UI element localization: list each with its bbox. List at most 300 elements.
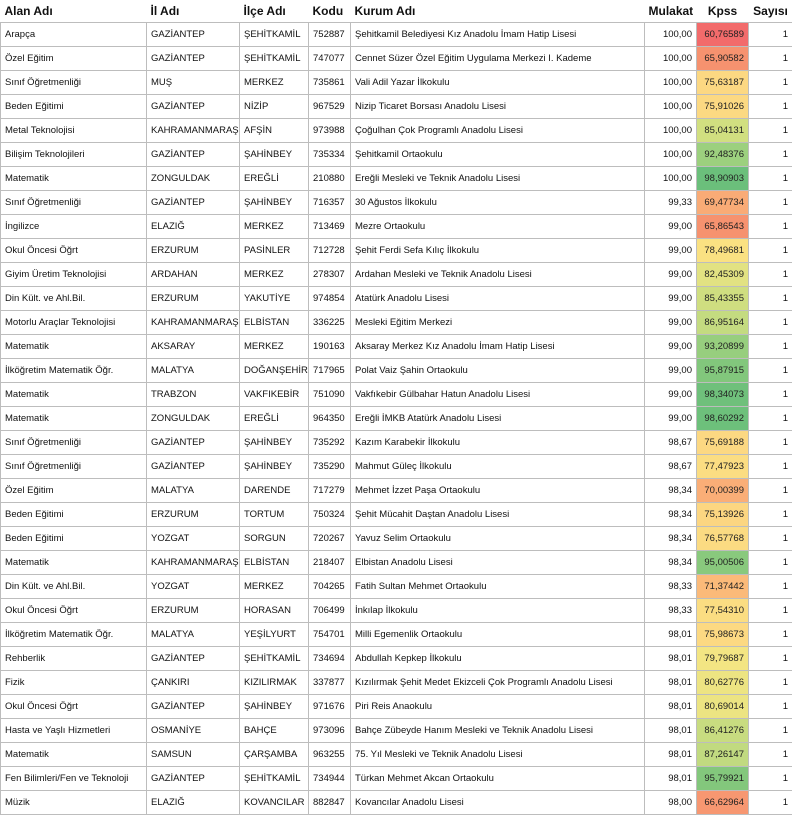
cell-kodu[interactable]: 716357 [309,191,351,215]
cell-sayisi[interactable]: 1 [749,767,792,791]
cell-kpss[interactable]: 70,00399 [697,479,749,503]
cell-sayisi[interactable]: 1 [749,359,792,383]
table-row [1,599,792,623]
cell-alan-adi[interactable]: Motorlu Araçlar Teknolojisi [1,311,147,335]
cell-kodu[interactable]: 752887 [309,23,351,47]
header-kodu[interactable]: Kodu [309,0,351,23]
cell-ilce-adi[interactable]: DOĞANŞEHİR [240,359,309,383]
cell-il-adi[interactable]: KAHRAMANMARAŞ [147,311,240,335]
cell-sayisi[interactable]: 1 [749,143,792,167]
header-kurum-adi[interactable]: Kurum Adı [351,0,645,23]
cell-mulakat[interactable]: 99,00 [645,407,697,431]
cell-kurum-adi[interactable]: Mezre Ortaokulu [351,215,645,239]
cell-ilce-adi[interactable]: ŞAHİNBEY [240,695,309,719]
cell-mulakat[interactable]: 99,33 [645,191,697,215]
cell-kpss[interactable]: 75,98673 [697,623,749,647]
cell-kodu[interactable]: 712728 [309,239,351,263]
cell-kurum-adi[interactable]: Vakfıkebir Gülbahar Hatun Anadolu Lisesi [351,383,645,407]
table-row [1,407,792,431]
cell-mulakat[interactable]: 98,01 [645,623,697,647]
cell-il-adi[interactable]: ERZURUM [147,287,240,311]
cell-sayisi[interactable]: 1 [749,479,792,503]
cell-sayisi[interactable]: 1 [749,599,792,623]
cell-kurum-adi[interactable]: Bahçe Zübeyde Hanım Mesleki ve Teknik Anadolu Lisesi [351,719,645,743]
cell-kpss[interactable]: 95,79921 [697,767,749,791]
cell-ilce-adi[interactable]: KIZILIRMAK [240,671,309,695]
cell-il-adi[interactable]: ÇANKIRI [147,671,240,695]
cell-kpss[interactable]: 95,87915 [697,359,749,383]
cell-alan-adi[interactable]: Metal Teknolojisi [1,119,147,143]
cell-il-adi[interactable]: MUŞ [147,71,240,95]
cell-kpss[interactable]: 98,34073 [697,383,749,407]
cell-kodu[interactable]: 973096 [309,719,351,743]
cell-kurum-adi[interactable]: Ardahan Mesleki ve Teknik Anadolu Lisesi [351,263,645,287]
cell-alan-adi[interactable]: Okul Öncesi Öğrt [1,599,147,623]
table-row [1,647,792,671]
cell-kodu[interactable]: 734694 [309,647,351,671]
cell-kodu[interactable]: 974854 [309,287,351,311]
cell-kodu[interactable]: 735292 [309,431,351,455]
cell-ilce-adi[interactable]: HORASAN [240,599,309,623]
cell-alan-adi[interactable]: İngilizce [1,215,147,239]
cell-ilce-adi[interactable]: ŞAHİNBEY [240,455,309,479]
cell-ilce-adi[interactable]: MERKEZ [240,263,309,287]
cell-kodu[interactable]: 337877 [309,671,351,695]
cell-kurum-adi[interactable]: Polat Vaiz Şahin Ortaokulu [351,359,645,383]
cell-alan-adi[interactable]: Bilişim Teknolojileri [1,143,147,167]
cell-ilce-adi[interactable]: NİZİP [240,95,309,119]
cell-kpss[interactable]: 86,41276 [697,719,749,743]
cell-il-adi[interactable]: ELAZIĞ [147,215,240,239]
cell-kurum-adi[interactable]: Şehitkamil Ortaokulu [351,143,645,167]
cell-ilce-adi[interactable]: YEŞİLYURT [240,623,309,647]
cell-mulakat[interactable]: 99,00 [645,311,697,335]
cell-sayisi[interactable]: 1 [749,671,792,695]
cell-sayisi[interactable]: 1 [749,23,792,47]
cell-mulakat[interactable]: 98,01 [645,695,697,719]
cell-kodu[interactable]: 963255 [309,743,351,767]
cell-alan-adi[interactable]: Fen Bilimleri/Fen ve Teknoloji [1,767,147,791]
header-row [1,0,792,23]
cell-il-adi[interactable]: GAZİANTEP [147,95,240,119]
cell-il-adi[interactable]: ARDAHAN [147,263,240,287]
table-row [1,527,792,551]
cell-ilce-adi[interactable]: ŞEHİTKAMİL [240,647,309,671]
cell-sayisi[interactable]: 1 [749,431,792,455]
cell-kurum-adi[interactable]: Şehit Mücahit Daştan Anadolu Lisesi [351,503,645,527]
cell-sayisi[interactable]: 1 [749,167,792,191]
cell-mulakat[interactable]: 98,67 [645,431,697,455]
cell-kurum-adi[interactable]: Milli Egemenlik Ortaokulu [351,623,645,647]
cell-mulakat[interactable]: 100,00 [645,119,697,143]
table-row [1,23,792,47]
cell-kodu[interactable]: 735290 [309,455,351,479]
cell-alan-adi[interactable]: Rehberlik [1,647,147,671]
cell-kodu[interactable]: 278307 [309,263,351,287]
cell-alan-adi[interactable]: İlköğretim Matematik Öğr. [1,623,147,647]
cell-ilce-adi[interactable]: PASİNLER [240,239,309,263]
cell-sayisi[interactable]: 1 [749,239,792,263]
cell-kodu[interactable]: 882847 [309,791,351,815]
cell-mulakat[interactable]: 98,01 [645,743,697,767]
table-row [1,167,792,191]
cell-kurum-adi[interactable]: Nizip Ticaret Borsası Anadolu Lisesi [351,95,645,119]
cell-il-adi[interactable]: ELAZIĞ [147,791,240,815]
cell-alan-adi[interactable]: Beden Eğitimi [1,95,147,119]
cell-alan-adi[interactable]: Matematik [1,551,147,575]
cell-mulakat[interactable]: 100,00 [645,143,697,167]
cell-kpss[interactable]: 93,20899 [697,335,749,359]
cell-alan-adi[interactable]: Müzik [1,791,147,815]
cell-mulakat[interactable]: 98,01 [645,767,697,791]
cell-kodu[interactable]: 704265 [309,575,351,599]
cell-sayisi[interactable]: 1 [749,71,792,95]
cell-kurum-adi[interactable]: Kazım Karabekir İlkokulu [351,431,645,455]
cell-mulakat[interactable]: 98,34 [645,503,697,527]
cell-mulakat[interactable]: 99,00 [645,359,697,383]
cell-ilce-adi[interactable]: BAHÇE [240,719,309,743]
cell-kpss[interactable]: 98,90903 [697,167,749,191]
cell-ilce-adi[interactable]: MERKEZ [240,215,309,239]
cell-kpss[interactable]: 71,37442 [697,575,749,599]
cell-kpss[interactable]: 75,13926 [697,503,749,527]
cell-ilce-adi[interactable]: AFŞİN [240,119,309,143]
table-row [1,719,792,743]
cell-kurum-adi[interactable]: Ereğli İMKB Atatürk Anadolu Lisesi [351,407,645,431]
header-il-adi[interactable]: İl Adı [147,0,240,23]
cell-ilce-adi[interactable]: ŞAHİNBEY [240,191,309,215]
cell-il-adi[interactable]: GAZİANTEP [147,695,240,719]
cell-alan-adi[interactable]: Sınıf Öğretmenliği [1,455,147,479]
table-row [1,71,792,95]
cell-sayisi[interactable]: 1 [749,95,792,119]
cell-sayisi[interactable]: 1 [749,719,792,743]
table-row [1,143,792,167]
cell-mulakat[interactable]: 98,33 [645,575,697,599]
cell-kpss[interactable]: 80,69014 [697,695,749,719]
cell-kpss[interactable]: 95,00506 [697,551,749,575]
cell-mulakat[interactable]: 100,00 [645,23,697,47]
cell-sayisi[interactable]: 1 [749,623,792,647]
cell-kurum-adi[interactable]: Kovancılar Anadolu Lisesi [351,791,645,815]
cell-mulakat[interactable]: 100,00 [645,47,697,71]
table-row [1,287,792,311]
cell-mulakat[interactable]: 98,01 [645,647,697,671]
cell-kodu[interactable]: 218407 [309,551,351,575]
cell-alan-adi[interactable]: Beden Eğitimi [1,503,147,527]
cell-sayisi[interactable]: 1 [749,503,792,527]
cell-il-adi[interactable]: GAZİANTEP [147,455,240,479]
cell-kpss[interactable]: 75,91026 [697,95,749,119]
table-row [1,383,792,407]
table-row [1,791,792,815]
cell-sayisi[interactable]: 1 [749,551,792,575]
cell-kpss[interactable]: 65,90582 [697,47,749,71]
cell-alan-adi[interactable]: Matematik [1,335,147,359]
cell-kodu[interactable]: 717279 [309,479,351,503]
cell-kurum-adi[interactable]: Aksaray Merkez Kız Anadolu İmam Hatip Lisesi [351,335,645,359]
cell-sayisi[interactable]: 1 [749,455,792,479]
table-row [1,695,792,719]
cell-sayisi[interactable]: 1 [749,335,792,359]
cell-kpss[interactable]: 98,60292 [697,407,749,431]
cell-mulakat[interactable]: 100,00 [645,71,697,95]
cell-sayisi[interactable]: 1 [749,575,792,599]
cell-alan-adi[interactable]: Arapça [1,23,147,47]
cell-sayisi[interactable]: 1 [749,311,792,335]
cell-mulakat[interactable]: 99,00 [645,215,697,239]
cell-alan-adi[interactable]: Özel Eğitim [1,479,147,503]
cell-il-adi[interactable]: KAHRAMANMARAŞ [147,119,240,143]
cell-kurum-adi[interactable]: Vali Adil Yazar İlkokulu [351,71,645,95]
cell-kurum-adi[interactable]: Fatih Sultan Mehmet Ortaokulu [351,575,645,599]
cell-sayisi[interactable]: 1 [749,47,792,71]
cell-kurum-adi[interactable]: Çoğulhan Çok Programlı Anadolu Lisesi [351,119,645,143]
cell-il-adi[interactable]: KAHRAMANMARAŞ [147,551,240,575]
cell-alan-adi[interactable]: Okul Öncesi Öğrt [1,239,147,263]
cell-kurum-adi[interactable]: Ereğli Mesleki ve Teknik Anadolu Lisesi [351,167,645,191]
cell-sayisi[interactable]: 1 [749,407,792,431]
cell-sayisi[interactable]: 1 [749,263,792,287]
cell-mulakat[interactable]: 99,00 [645,239,697,263]
cell-il-adi[interactable]: ERZURUM [147,503,240,527]
cell-kodu[interactable]: 751090 [309,383,351,407]
cell-kodu[interactable]: 706499 [309,599,351,623]
cell-kurum-adi[interactable]: Mehmet İzzet Paşa Ortaokulu [351,479,645,503]
cell-alan-adi[interactable]: Beden Eğitimi [1,527,147,551]
table-row [1,431,792,455]
cell-sayisi[interactable]: 1 [749,791,792,815]
cell-ilce-adi[interactable]: ŞEHİTKAMİL [240,47,309,71]
cell-ilce-adi[interactable]: SORGUN [240,527,309,551]
cell-ilce-adi[interactable]: ŞAHİNBEY [240,431,309,455]
header-sayisi[interactable]: Sayısı [749,0,792,23]
cell-il-adi[interactable]: ZONGULDAK [147,167,240,191]
cell-il-adi[interactable]: YOZGAT [147,527,240,551]
cell-kpss[interactable]: 75,69188 [697,431,749,455]
cell-ilce-adi[interactable]: MERKEZ [240,575,309,599]
cell-kurum-adi[interactable]: Şehitkamil Belediyesi Kız Anadolu İmam Hatip Lisesi [351,23,645,47]
cell-kpss[interactable]: 78,49681 [697,239,749,263]
cell-kodu[interactable]: 210880 [309,167,351,191]
cell-il-adi[interactable]: GAZİANTEP [147,23,240,47]
cell-kpss[interactable]: 86,95164 [697,311,749,335]
cell-kpss[interactable]: 75,63187 [697,71,749,95]
cell-kpss[interactable]: 65,86543 [697,215,749,239]
cell-kodu[interactable]: 735334 [309,143,351,167]
cell-il-adi[interactable]: ERZURUM [147,239,240,263]
cell-alan-adi[interactable]: İlköğretim Matematik Öğr. [1,359,147,383]
cell-il-adi[interactable]: ERZURUM [147,599,240,623]
header-ilce-adi[interactable]: İlçe Adı [240,0,309,23]
cell-mulakat[interactable]: 98,01 [645,719,697,743]
cell-il-adi[interactable]: MALATYA [147,359,240,383]
cell-kpss[interactable]: 77,54310 [697,599,749,623]
cell-mulakat[interactable]: 98,33 [645,599,697,623]
cell-kpss[interactable]: 87,26147 [697,743,749,767]
cell-kodu[interactable]: 190163 [309,335,351,359]
table-row [1,359,792,383]
cell-kpss[interactable]: 60,76589 [697,23,749,47]
cell-il-adi[interactable]: YOZGAT [147,575,240,599]
cell-sayisi[interactable]: 1 [749,527,792,551]
cell-mulakat[interactable]: 98,00 [645,791,697,815]
cell-kpss[interactable]: 80,62776 [697,671,749,695]
cell-kpss[interactable]: 85,04131 [697,119,749,143]
cell-kurum-adi[interactable]: Mesleki Eğitim Merkezi [351,311,645,335]
cell-kodu[interactable]: 964350 [309,407,351,431]
cell-ilce-adi[interactable]: MERKEZ [240,71,309,95]
cell-alan-adi[interactable]: Giyim Üretim Teknolojisi [1,263,147,287]
cell-ilce-adi[interactable]: EREĞLİ [240,407,309,431]
cell-alan-adi[interactable]: Sınıf Öğretmenliği [1,71,147,95]
cell-alan-adi[interactable]: Sınıf Öğretmenliği [1,191,147,215]
cell-mulakat[interactable]: 98,67 [645,455,697,479]
cell-mulakat[interactable]: 99,00 [645,383,697,407]
cell-mulakat[interactable]: 98,34 [645,527,697,551]
cell-mulakat[interactable]: 99,00 [645,287,697,311]
cell-kurum-adi[interactable]: Şehit Ferdi Sefa Kılıç İlkokulu [351,239,645,263]
cell-kurum-adi[interactable]: Elbistan Anadolu Lisesi [351,551,645,575]
cell-kpss[interactable]: 76,57768 [697,527,749,551]
cell-alan-adi[interactable]: Sınıf Öğretmenliği [1,431,147,455]
cell-il-adi[interactable]: OSMANİYE [147,719,240,743]
cell-il-adi[interactable]: TRABZON [147,383,240,407]
cell-kurum-adi[interactable]: Türkan Mehmet Akcan Ortaokulu [351,767,645,791]
table-row [1,311,792,335]
cell-kurum-adi[interactable]: 30 Ağustos İlkokulu [351,191,645,215]
cell-kpss[interactable]: 79,79687 [697,647,749,671]
cell-kodu[interactable]: 717965 [309,359,351,383]
cell-kodu[interactable]: 967529 [309,95,351,119]
cell-ilce-adi[interactable]: ÇARŞAMBA [240,743,309,767]
cell-alan-adi[interactable]: Matematik [1,167,147,191]
table-row [1,95,792,119]
cell-kodu[interactable]: 336225 [309,311,351,335]
cell-kurum-adi[interactable]: 75. Yıl Mesleki ve Teknik Anadolu Lisesi [351,743,645,767]
cell-ilce-adi[interactable]: KOVANCILAR [240,791,309,815]
table-row [1,623,792,647]
cell-kpss[interactable]: 69,47734 [697,191,749,215]
header-alan-adi[interactable]: Alan Adı [1,0,147,23]
cell-il-adi[interactable]: GAZİANTEP [147,143,240,167]
cell-sayisi[interactable]: 1 [749,287,792,311]
cell-ilce-adi[interactable]: ELBİSTAN [240,311,309,335]
cell-alan-adi[interactable]: Hasta ve Yaşlı Hizmetleri [1,719,147,743]
cell-kodu[interactable]: 754701 [309,623,351,647]
cell-kodu[interactable]: 735861 [309,71,351,95]
cell-kpss[interactable]: 66,62964 [697,791,749,815]
cell-kodu[interactable]: 734944 [309,767,351,791]
cell-mulakat[interactable]: 100,00 [645,95,697,119]
cell-kpss[interactable]: 85,43355 [697,287,749,311]
cell-kpss[interactable]: 92,48376 [697,143,749,167]
cell-alan-adi[interactable]: Okul Öncesi Öğrt [1,695,147,719]
cell-mulakat[interactable]: 99,00 [645,335,697,359]
cell-il-adi[interactable]: GAZİANTEP [147,47,240,71]
table-body [1,23,792,815]
cell-il-adi[interactable]: SAMSUN [147,743,240,767]
cell-mulakat[interactable]: 98,01 [645,671,697,695]
cell-alan-adi[interactable]: Din Kült. ve Ahl.Bil. [1,575,147,599]
cell-kodu[interactable]: 720267 [309,527,351,551]
cell-ilce-adi[interactable]: EREĞLİ [240,167,309,191]
cell-ilce-adi[interactable]: ŞEHİTKAMİL [240,767,309,791]
cell-mulakat[interactable]: 100,00 [645,167,697,191]
cell-sayisi[interactable]: 1 [749,191,792,215]
cell-kodu[interactable]: 713469 [309,215,351,239]
table-row [1,215,792,239]
cell-mulakat[interactable]: 98,34 [645,551,697,575]
cell-ilce-adi[interactable]: MERKEZ [240,335,309,359]
cell-kurum-adi[interactable]: Atatürk Anadolu Lisesi [351,287,645,311]
cell-kpss[interactable]: 82,45309 [697,263,749,287]
cell-il-adi[interactable]: GAZİANTEP [147,647,240,671]
cell-alan-adi[interactable]: Fizik [1,671,147,695]
cell-kurum-adi[interactable]: Abdullah Kepkep İlkokulu [351,647,645,671]
cell-sayisi[interactable]: 1 [749,695,792,719]
cell-alan-adi[interactable]: Matematik [1,383,147,407]
cell-ilce-adi[interactable]: ŞAHİNBEY [240,143,309,167]
cell-sayisi[interactable]: 1 [749,119,792,143]
cell-il-adi[interactable]: MALATYA [147,623,240,647]
cell-sayisi[interactable]: 1 [749,383,792,407]
cell-alan-adi[interactable]: Matematik [1,407,147,431]
cell-mulakat[interactable]: 98,34 [645,479,697,503]
cell-ilce-adi[interactable]: ŞEHİTKAMİL [240,23,309,47]
cell-kurum-adi[interactable]: Yavuz Selim Ortaokulu [351,527,645,551]
cell-kurum-adi[interactable]: Cennet Süzer Özel Eğitim Uygulama Merkezi I. Kademe [351,47,645,71]
cell-kodu[interactable]: 973988 [309,119,351,143]
cell-alan-adi[interactable]: Din Kült. ve Ahl.Bil. [1,287,147,311]
cell-sayisi[interactable]: 1 [749,647,792,671]
table-row [1,479,792,503]
cell-kurum-adi[interactable]: Mahmut Güleç İlkokulu [351,455,645,479]
cell-kpss[interactable]: 77,47923 [697,455,749,479]
cell-kurum-adi[interactable]: Piri Reis Anaokulu [351,695,645,719]
cell-sayisi[interactable]: 1 [749,215,792,239]
cell-kodu[interactable]: 747077 [309,47,351,71]
cell-alan-adi[interactable]: Özel Eğitim [1,47,147,71]
cell-il-adi[interactable]: GAZİANTEP [147,431,240,455]
cell-mulakat[interactable]: 99,00 [645,263,697,287]
cell-il-adi[interactable]: ZONGULDAK [147,407,240,431]
cell-ilce-adi[interactable]: ELBİSTAN [240,551,309,575]
cell-ilce-adi[interactable]: VAKFIKEBİR [240,383,309,407]
cell-kurum-adi[interactable]: İnkılap İlkokulu [351,599,645,623]
table-row [1,743,792,767]
table-row [1,119,792,143]
cell-alan-adi[interactable]: Matematik [1,743,147,767]
cell-il-adi[interactable]: GAZİANTEP [147,191,240,215]
cell-il-adi[interactable]: AKSARAY [147,335,240,359]
table-row [1,671,792,695]
table-row [1,551,792,575]
cell-il-adi[interactable]: GAZİANTEP [147,767,240,791]
header-kpss[interactable]: Kpss [697,0,749,23]
cell-kodu[interactable]: 750324 [309,503,351,527]
cell-ilce-adi[interactable]: TORTUM [240,503,309,527]
table-row [1,47,792,71]
cell-il-adi[interactable]: MALATYA [147,479,240,503]
cell-ilce-adi[interactable]: DARENDE [240,479,309,503]
cell-kurum-adi[interactable]: Kızılırmak Şehit Medet Ekizceli Çok Programlı Anadolu Lisesi [351,671,645,695]
cell-sayisi[interactable]: 1 [749,743,792,767]
cell-ilce-adi[interactable]: YAKUTİYE [240,287,309,311]
header-mulakat[interactable]: Mulakat [645,0,697,23]
cell-kodu[interactable]: 971676 [309,695,351,719]
table-row [1,191,792,215]
